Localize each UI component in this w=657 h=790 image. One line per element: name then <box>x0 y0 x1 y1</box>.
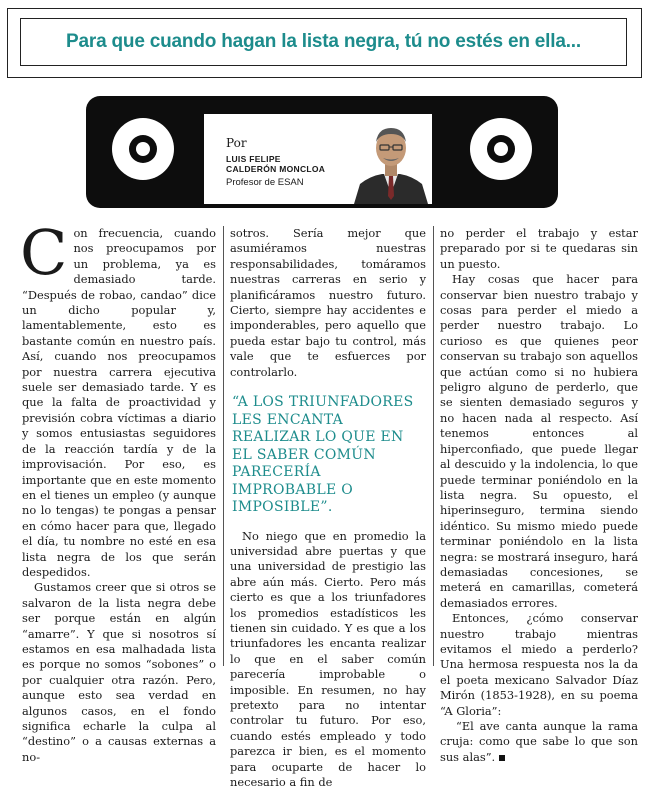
paragraph: Entonces, ¿cómo conservar nuestro trabajo mientras evitamos el miedo a perderlo? Una hermosa respuesta nos la da el poeta mexicano Salvador Díaz Mirón (1853-1928), en su poema “A Gloria”: <box>440 611 638 718</box>
poem-quote: “El ave canta aunque la rama cruja: como que sabe lo que son sus alas”. <box>440 719 638 764</box>
paragraph: Hay cosas que hacer para conservar bien nuestro trabajo y cosas para perder el miedo a perder nuestro trabajo. Lo curioso es que quienes peor conservan su trabajo son aquellos que actúan como si no hubiera peligro alguno de perderlo, que se sienten demasiado seguros y no hacen nada al respecto. Así tenemos entonces al hiperconfiado, que puede llegar al descuido y la indolencia, lo que puede terminar poniéndolo en la lista negra. Su opuesto, el hiperinseguro, termina siendo idéntico. Su mismo miedo puede terminar poniéndolo en la lista negra: se mostrará inseguro, hará demasiadas concesiones, se meterá en camarillas, cometerá demasiados errores. <box>440 272 638 610</box>
headline: Para que cuando hagan la lista negra, tú no estés en ella... <box>66 31 581 52</box>
dropcap: C <box>20 216 68 289</box>
paragraph: No niego que en promedio la universidad abre puertas y que una universidad de prestigio las abre aún más. Cierto. Pero más cierto es que a los triunfadores los promedios estadísticos les tienen sin cuidado. Y es que a los triunfadores les encanta realizar lo que en el saber común parecería improbable o imposible. En resumen, no hay pretexto para no intentar controlar tu futuro. Por eso, cuando estés empleado y todo parezca ir bien, es el momento para ocuparte de hacer lo necesario a fin de <box>230 528 426 790</box>
author-name <box>226 155 325 174</box>
headline-frame <box>20 18 627 66</box>
pull-quote: “A LOS TRIUNFADORES LES ENCANTA REALIZAR LO QUE EN EL SABER COMÚN PARECERÍA IMPROBABLE O IMPOSIBLE”. <box>232 394 414 516</box>
end-mark-icon <box>499 755 505 761</box>
headline-box <box>7 8 642 78</box>
byline-por: Por <box>226 136 247 150</box>
paragraph: Con frecuencia, cuando nos preocupamos por un problema, ya es demasiado tarde. “Después de robao, candao” dice un dicho popular y, lamentablemente, esto es bastante común en nuestro país. Así, cuando nos preocupamos por nuestra carrera ejecutiva suele ser demasiado tarde. Y es que la falta de proactividad y previsión cobra víctimas a diario y somos entusiastas seguidores de la reacción tardía y de la improvisación. Por eso, es importante que en este momento en el tienes un empleo (y aunque no lo tengas) te pongas a pensar en cómo hacer para que, llegado el día, tu nombre no esté en esa lista negra de los que serán despedidos. <box>20 216 216 579</box>
column-divider <box>433 226 434 666</box>
author-role: Profesor de ESAN <box>226 177 304 188</box>
author-name-line2: CALDERÓN MONCLOA <box>226 163 326 174</box>
byline-card <box>204 114 432 204</box>
author-photo <box>350 118 432 204</box>
paragraph: sotros. Sería mejor que asumiéramos nuestras responsabilidades, tomáramos nuestras carreras en serio y planificáramos nuestro futuro. Cierto, siempre hay accidentes e imponderables, pero aquello que pueda estar bajo tu control, más vale que te esfuerces por controlarlo. <box>230 226 426 379</box>
cassette-banner <box>86 96 558 208</box>
article-column-1 <box>20 216 216 765</box>
article-column-3 <box>440 226 638 765</box>
right-reel-icon <box>470 118 532 180</box>
article-column-2 <box>230 226 426 790</box>
paragraph: no perder el trabajo y estar preparado por si te quedaras sin un puesto. <box>440 226 638 271</box>
column-divider <box>223 226 224 666</box>
author-name-line1: LUIS FELIPE <box>226 154 281 164</box>
paragraph: Gustamos creer que si otros se salvaron de la lista negra debe ser porque están en algún “amarre”. Y que si nosotros sí estamos en esa malhadada lista es porque no somos “sobones” o por cualquier otra razón. Pero, aunque esto sea verdad en algunos casos, en el fondo significa echarle la culpa al “destino” o a causas externas a no- <box>22 580 216 764</box>
left-reel-icon <box>112 118 174 180</box>
